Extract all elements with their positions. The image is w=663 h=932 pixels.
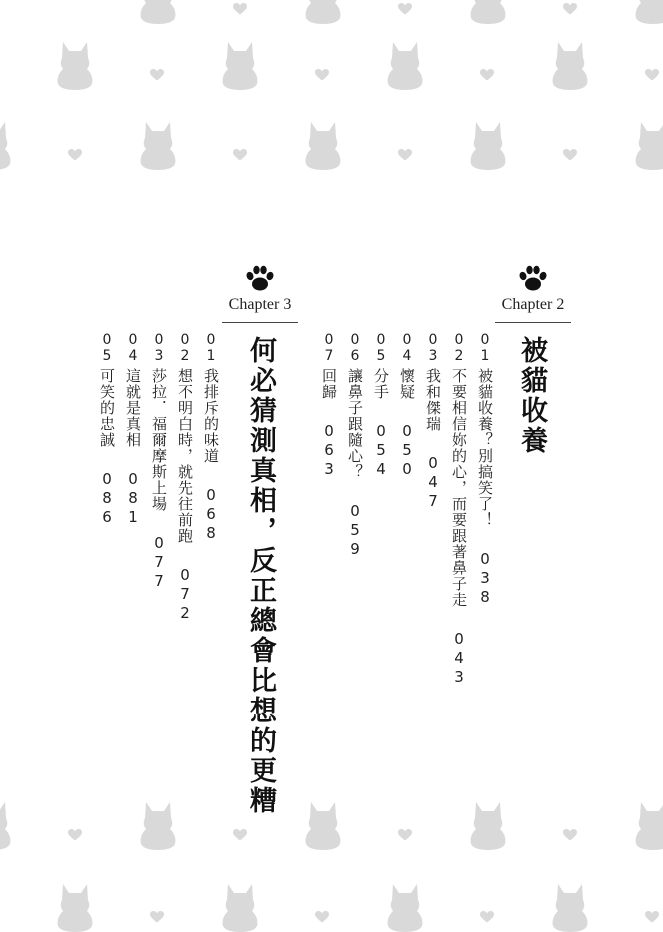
toc-entry-number: 05 (373, 332, 389, 364)
toc-entry-page: 047 (424, 454, 442, 511)
toc-entry-page: 077 (150, 534, 168, 591)
chapter-label: Chapter 3 (228, 296, 292, 313)
cat-silhouette-icon (469, 0, 507, 28)
background-pattern-top (0, 0, 663, 200)
toc-entry-number: 03 (425, 332, 441, 364)
toc-entry (200, 332, 222, 543)
toc-entry (344, 332, 366, 559)
toc-entry-page: 081 (124, 470, 142, 527)
toc-entry-page: 043 (450, 630, 468, 687)
heart-icon (315, 908, 329, 927)
heart-icon (480, 908, 494, 927)
heart-icon (233, 826, 247, 845)
cat-silhouette-icon (0, 798, 12, 854)
toc-entry-number: 06 (347, 332, 363, 364)
cat-silhouette-icon (469, 118, 507, 174)
toc-entry-page: 054 (372, 422, 390, 479)
cat-silhouette-icon (0, 118, 12, 174)
toc-entry (148, 332, 170, 591)
toc-entry-title: 分手 (372, 368, 390, 400)
toc-entry-number: 01 (477, 332, 493, 364)
toc-entry-number: 02 (451, 332, 467, 364)
toc-entry-title: 懷疑 (398, 368, 416, 400)
heart-icon (398, 826, 412, 845)
heart-icon (645, 908, 659, 927)
cat-silhouette-icon (551, 38, 589, 94)
toc-entry (474, 332, 496, 607)
heart-icon (398, 146, 412, 165)
heart-icon (563, 826, 577, 845)
toc-entry-page: 059 (346, 502, 364, 559)
cat-silhouette-icon (304, 0, 342, 28)
toc-entry-number: 03 (151, 332, 167, 364)
heart-icon (645, 66, 659, 85)
toc-entry-number: 02 (177, 332, 193, 364)
toc-entry-title: 我和傑瑞 (424, 368, 442, 432)
toc-entry-page: 086 (98, 470, 116, 527)
toc-entry (370, 332, 392, 479)
toc-entry-title: 被貓收養？別搞笑了！ (476, 368, 494, 528)
cat-silhouette-icon (469, 798, 507, 854)
heart-icon (233, 0, 247, 19)
toc-entry-title: 想不明白時，就先往前跑 (176, 368, 194, 544)
toc-entry-number: 01 (203, 332, 219, 364)
toc-entry-page: 038 (476, 550, 494, 607)
toc-entry-page: 072 (176, 566, 194, 623)
heart-icon (563, 146, 577, 165)
toc-entry (174, 332, 196, 623)
toc-entry-title: 讓鼻子跟隨心？ (346, 368, 364, 480)
toc-entry-number: 05 (99, 332, 115, 364)
cat-silhouette-icon (56, 880, 94, 932)
chapter-2-title: 被貓收養 (516, 336, 547, 456)
heart-icon (150, 908, 164, 927)
cat-silhouette-icon (634, 118, 663, 174)
heart-icon (233, 146, 247, 165)
toc-entry-title: 可笑的忠誠 (98, 368, 116, 448)
toc-entry (122, 332, 144, 527)
toc-entry-title: 這就是真相 (124, 368, 142, 448)
cat-silhouette-icon (386, 880, 424, 932)
chapter-divider (495, 322, 571, 323)
toc-entry (318, 332, 340, 479)
cat-silhouette-icon (221, 880, 259, 932)
toc-entry-page: 050 (398, 422, 416, 479)
chapter-3-title: 何必猜測真相，反正總會比想的更糟 (245, 336, 276, 816)
toc-entry-title: 我排斥的味道 (202, 368, 220, 464)
paw-print-icon (240, 264, 280, 292)
cat-silhouette-icon (56, 38, 94, 94)
cat-silhouette-icon (551, 880, 589, 932)
heart-icon (398, 0, 412, 19)
toc-entry-title: 莎拉．福爾摩斯上場 (150, 368, 168, 512)
toc-entry-title: 回歸 (320, 368, 338, 400)
heart-icon (68, 826, 82, 845)
chapter-divider (222, 322, 298, 323)
heart-icon (68, 146, 82, 165)
heart-icon (480, 66, 494, 85)
cat-silhouette-icon (304, 798, 342, 854)
toc-entry (422, 332, 444, 511)
chapter-label: Chapter 2 (501, 296, 565, 313)
toc-entry-number: 04 (399, 332, 415, 364)
heart-icon (315, 66, 329, 85)
toc-entry-page: 063 (320, 422, 338, 479)
cat-silhouette-icon (386, 38, 424, 94)
cat-silhouette-icon (221, 38, 259, 94)
heart-icon (563, 0, 577, 19)
cat-silhouette-icon (139, 798, 177, 854)
cat-silhouette-icon (634, 0, 663, 28)
toc-entry-page: 068 (202, 486, 220, 543)
paw-print-icon (513, 264, 553, 292)
cat-silhouette-icon (634, 798, 663, 854)
cat-silhouette-icon (139, 0, 177, 28)
cat-silhouette-icon (304, 118, 342, 174)
background-pattern-bottom (0, 770, 663, 932)
toc-entry (96, 332, 118, 527)
toc-entry (396, 332, 418, 479)
heart-icon (150, 66, 164, 85)
toc-entry-number: 07 (321, 332, 337, 364)
cat-silhouette-icon (139, 118, 177, 174)
toc-entry-title: 不要相信妳的心，而要跟著鼻子走 (450, 368, 468, 608)
toc-entry (448, 332, 470, 687)
toc-entry-number: 04 (125, 332, 141, 364)
